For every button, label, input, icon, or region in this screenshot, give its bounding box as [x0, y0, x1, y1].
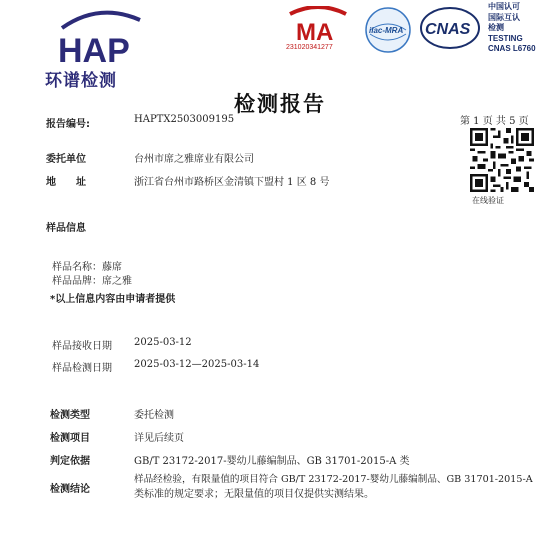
sample-section-label: 样品信息 [46, 223, 86, 234]
report-title: 检测报告 [234, 91, 326, 116]
test-conclusion [134, 472, 544, 502]
report-number-label: 报告编号: [46, 119, 90, 130]
cnas-mark-text: CNAS [425, 21, 471, 38]
test-date: 2025-03-12—2025-03-14 [134, 359, 260, 370]
test-items: 详见后续页 [134, 433, 184, 444]
cnas-line: TESTING [488, 33, 523, 43]
test-date-label: 样品检测日期 [52, 363, 112, 374]
cnas-mark [420, 6, 480, 50]
ilac-mra-mark [364, 6, 412, 54]
hap-logo-text: HAP [58, 32, 130, 68]
test-type-label: 检测类型 [50, 410, 90, 421]
test-items-label: 检测项目 [50, 433, 90, 444]
sample-note: *以上信息内容由申请者提供 [50, 294, 176, 305]
page-info: 第 1 页 共 5 页 [460, 116, 529, 127]
qr-caption: 在线验证 [472, 196, 504, 205]
judgement-basis: GB/T 23172-2017-婴幼儿藤编制品、GB 31701-2015-A 类 [134, 456, 410, 467]
hap-logo [54, 6, 144, 68]
report-number: HAPTX2503009195 [134, 114, 235, 125]
cnas-line: 国际互认 [488, 12, 520, 22]
cnas-accreditation-text [488, 2, 536, 55]
test-type: 委托检测 [134, 410, 174, 421]
verification-qr-code[interactable] [470, 128, 534, 192]
cnas-line: 检测 [488, 23, 504, 32]
receive-date: 2025-03-12 [134, 337, 192, 348]
ilac-mra-text: ilac-MRA [369, 26, 404, 35]
receive-date-label: 样品接收日期 [52, 341, 112, 352]
client-unit: 台州市席之雅席业有限公司 [134, 154, 254, 165]
cma-number: 231020341277 [286, 44, 333, 51]
sample-name: 样品名称：藤席 [52, 262, 122, 273]
client-unit-label: 委托单位 [46, 154, 86, 165]
test-conclusion-label: 检测结论 [50, 484, 90, 495]
cnas-line: CNAS L6760 [488, 44, 536, 53]
cnas-line: 中国认可 [488, 2, 520, 11]
cma-text: MA [296, 19, 334, 46]
judgement-basis-label: 判定依据 [50, 456, 90, 467]
test-conclusion-line: 类标准的规定要求；无限量值的项目仅提供实测结果。 [134, 489, 374, 500]
client-address-label: 地 址 [46, 177, 86, 188]
client-address: 浙江省台州市路桥区金清镇下盟村 1 区 8 号 [134, 177, 330, 188]
test-conclusion-line: 样品经检验，有限量值的项目符合 GB/T 23172-2017-婴幼儿藤编制品、GB 31701-2015-A [134, 474, 533, 485]
sample-brand: 样品品牌：席之雅 [52, 276, 132, 287]
company-logo-subtitle: 环谱检测 [45, 71, 117, 91]
